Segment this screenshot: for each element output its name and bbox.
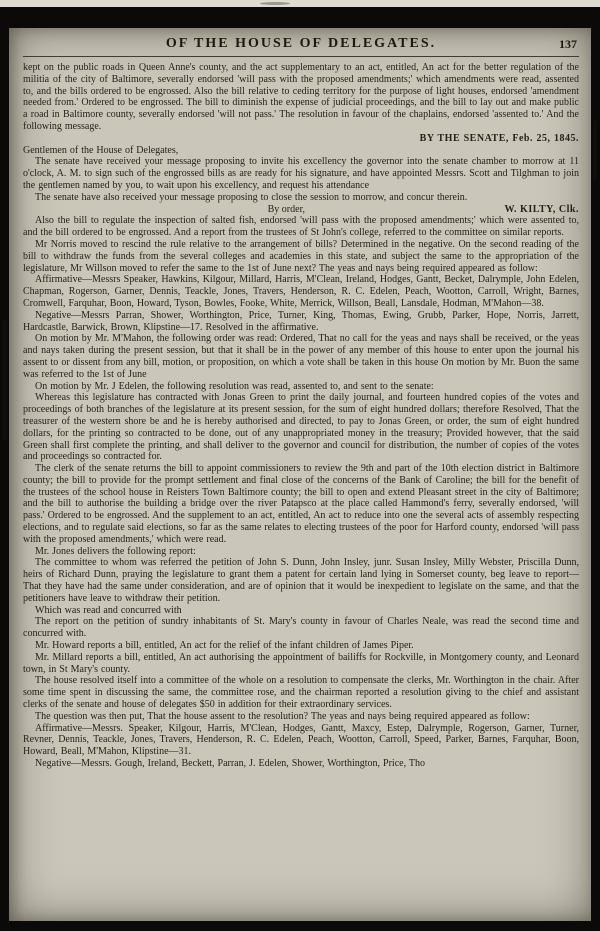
page-header <box>23 34 579 57</box>
senate-dateline: BY THE SENATE, Feb. 25, 1845. <box>419 132 579 144</box>
paragraph-salted-fish: Also the bill to regulate the inspection of salted fish, endorsed 'will pass with the proposed amendments;' which were assented to, and the bill ordered to be engrossed. And a report from the trustees of St John's college, referred to the committee on similar reports. <box>23 215 579 239</box>
by-order-row <box>23 204 579 216</box>
paragraph-read-concurred: Which was read and concurred with <box>35 604 182 616</box>
paragraph-senate-clerk-returns: The clerk of the senate returns the bill to appoint commissioners to review the 9th and part of the 10th election district in Baltimore county; the bill to provide for the prompt settlement and final close of the concerns of the Bank of Caroline; the bill for the benefit of the trustees of the school house in Reisters Town Baltimore county; the bill to open and extend Pleasant street in the city of Baltimore; and the bill to authorise the building a bridge over the river Patapsco at the place called Hammond's ferry, severally endorsed, 'will pass.' Ordered to be engrossed. And the supplement to an act, entitled, An act to reduce into one the several acts of assembly respecting elections, and to regulate said elections, so far as the same relates to electing trustees of the poor for Harford county, endorsed 'will pass with the proposed amendments,' which were read. <box>23 463 579 545</box>
scan-artifact <box>260 2 290 5</box>
page-title: OF THE HOUSE OF DELEGATES. <box>165 36 437 51</box>
paragraph-dunn-petition: The committee to whom was referred the petition of John S. Dunn, John Insley, junr. Susan Insley, Milly Webster, Priscilla Dunn, heirs of Richard Dunn, praying the legislature to grant them a patent for certain land lying in Somerset county, beg leave to report—That they have had the same under consideration, and are of opinion that it would be inexpedient to legislate on the same, and that the petitioners have leave to withdraw their petition. <box>23 557 579 604</box>
vote-negative-list-2: Negative—Messrs. Gough, Ireland, Beckett, Parran, J. Edelen, Shower, Worthington, Price, Tho <box>35 758 426 770</box>
clerk-signature: W. KILTY, Clk. <box>504 203 579 215</box>
page-number: 137 <box>559 37 577 51</box>
document-page <box>9 28 591 921</box>
paragraph-edelen-motion: On motion by Mr. J Edelen, the following resolution was read, assented to, and sent to the senate: <box>35 380 434 392</box>
by-order-label: By order, <box>267 203 305 215</box>
paragraph-howard-bill: Mr. Howard reports a bill, entitled, An act for the relief of the infant children of James Piper. <box>35 640 414 652</box>
paragraph-neale-report: The report on the petition of sundry inhabitants of St. Mary's county in favour of Charles Neale, was read the second time and concurred with. <box>23 616 579 640</box>
paragraph-continuation: kept on the public roads in Queen Anne's county, and the act supplementary to an act, entitled, An act for the better regulation of the militia of the city of Baltimore, severally endorsed 'will pass with the proposed amendments;' which amendments were read, assented to, and the bills ordered to be engrossed. Also the bill relative to ceding territory for the purpose of light houses, endorsed 'amendment needed from.' Ordered to be engrossed. The bill to diminish the expense of judicial proceedings, and the bill to lay out and make public a road in Baltimore county, severally endorsed 'will not pass.' The resolution in favour of the chaplains, endorsed 'assented to.' And the following message. <box>23 62 579 132</box>
vote-negative-list: Negative—Messrs Parran, Shower, Worthington, Price, Turner, King, Thomas, Ewing, Grubb, Parker, Hope, Norris, Jarrett, Hardcastle, Barwick, Brown, Klipstine—17. Resolved in the affirmative. <box>23 309 579 333</box>
paragraph-committee-of-whole: The house resolved itself into a committee of the whole on a resolution to compensate the clerks, Mr. Worthington in the chair. After some time spent in discussing the same, the committee rose, and the chairman reported a resolution giving to the chief and assistant clerks of the senate and house of delegates $50 in addition for their extraordinary services. <box>23 675 579 711</box>
vote-affirmative-list-2: Affirmative—Messrs. Speaker, Kilgour, Harris, M'Clean, Hodges, Gantt, Maxcy, Estep, Dalrymple, Rogerson, Garner, Turner, Revner, Dennis, Teackle, Jones, Travers, Henderson, R. C. Edelen, Peach, Wootton, Carroll, Speed, Parker, Barnes, Farquhar, Boon, Howard, Beall, M'Mahon, Klipstine—31. <box>23 722 579 758</box>
vote-affirmative-list: Affirmative—Messrs Speaker, Hawkins, Kilgour, Millard, Harris, M'Clean, Ireland, Hodges, Gantt, Becket, Dalrymple, John Edelen, Chapman, Rogerson, Garner, Dennis, Teackle, Jones, Travers, Henderson, R. C. Edelen, Peach, Wootton, Carroll, Wright, Barnes, Cromwell, Farquhar, Boon, Howard, Tyson, Bowles, Fooke, White, Merrick, Willson, Beall, Lansdale, Hodman, M'Mahon—38. <box>23 274 579 309</box>
paragraph-close-session: The senate have also received your message proposing to close the session to morrow, and concur therein. <box>35 191 468 203</box>
paragraph-senate-message: The senate have received your message proposing to invite his excellency the governor into the senate chamber to morrow at 11 o'clock, A. M. to sign such of the engrossed bills as are ready for his signature, and have appointed Messrs. Scott and Tilghman to join the gentlemen named by you, to wait upon his excellency, and request his attendance <box>23 156 579 191</box>
scan-artifact <box>593 120 597 180</box>
salutation: Gentlemen of the House of Delegates, <box>23 144 179 156</box>
paragraph-jones-report: Mr. Jones delivers the following report: <box>35 545 196 557</box>
paragraph-millard-bill: Mr. Millard reports a bill, entitled, An act authorising the appointment of bailiffs for Rockville, in Montgomery county, and Leonard town, in St Mary's county. <box>23 651 579 675</box>
paragraph-mcmahon-order: On motion by Mr. M'Mahon, the following order was read: Ordered, That no call for the yeas and nays shall be received, or the yeas and nays taken during the present session, but that it shall be in the power of any member of this house to enter upon the journal his assent to or dissent from any bill, motion, or proposition, on which a vote shall be taken in this house On motion by Mr. Buon the same was referred to the 1st of June <box>23 333 579 380</box>
paragraph-question-put: The question was then put, That the house assent to the resolution? The yeas and nays being required appeared as follow: <box>35 710 530 722</box>
scan-artifact <box>2 320 7 440</box>
paragraph-jonas-green-resolution: Whereas this legislature has contracted with Jonas Green to print the daily journal, and fourteen hundred copies of the votes and proceedings of both branches of the legislature at its present session, for the sum of eight hundred dollars; therefore Resolved, That the treasurer of the western shore be and he is hereby authorised and directed, to pay to Jonas Green, or order, the sum of eight hundred dollars, for the printing so contracted to be done, out of any unappropriated money in the treasury; Provided however, that the said Green shall first complete the printing, and shall deliver to the governor and council for distribution, the number of copies of the votes and proceedings so contracted for. <box>23 392 579 463</box>
paragraph-norris-motion: Mr Norris moved to rescind the rule relative to the arrangement of bills? Determined in the negative. On the second reading of the bill to withdraw the funds from the several colleges and academies in this state, and subject the same to the appropriation of the legislature, Mr Willson moved to refer the same to the 1st of June next? The yeas and nays being required appeared as follow: <box>23 238 579 274</box>
document-body <box>23 62 579 770</box>
scanner-edge <box>0 0 600 7</box>
